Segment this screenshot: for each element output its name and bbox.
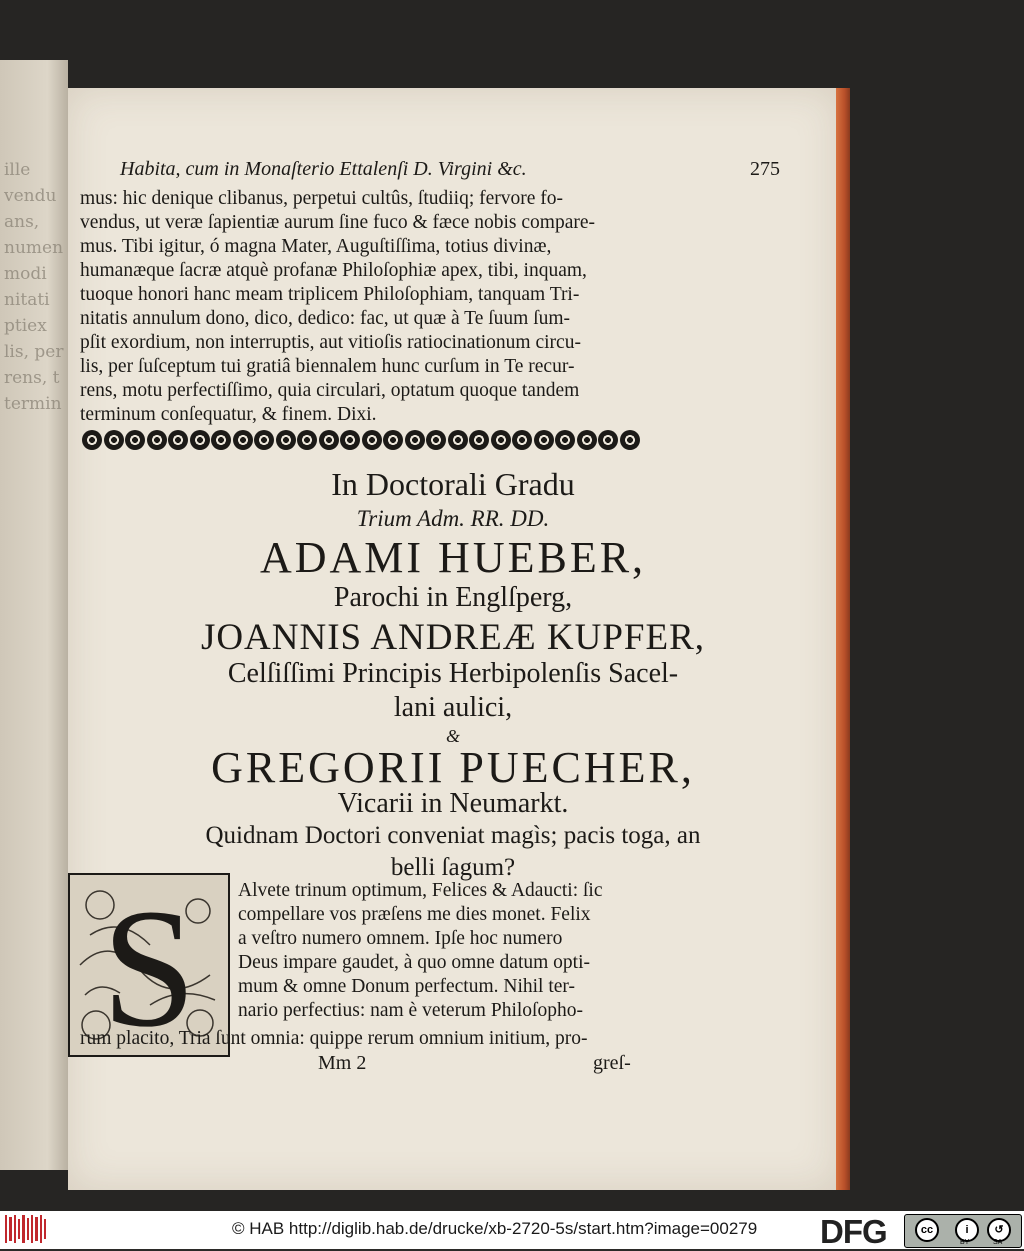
ampersand: & — [445, 726, 460, 746]
rosette-icon — [620, 430, 640, 450]
adjacent-page-edge — [0, 60, 68, 1170]
ghost-text: ans, — [4, 212, 40, 232]
question-line: Quidnam Doctori conveniat magìs; pacis toga, an — [205, 822, 701, 849]
name-adami-hueber: ADAMI HUEBER, — [259, 533, 647, 582]
ghost-text: ptiex — [4, 316, 47, 336]
running-head-title: Habita, cum in Monaſterio Ettalenſi D. Virgini &c. — [120, 158, 527, 180]
ghost-text: rens, t — [4, 368, 60, 388]
by-label: BY — [960, 1239, 970, 1246]
cc-icon: cc — [915, 1218, 939, 1242]
rosette-icon — [362, 430, 382, 450]
text-line: pſit exordium, non interruptis, aut vitioſis ratiocinationum circu- — [80, 332, 581, 353]
book-page — [68, 88, 838, 1190]
heading-subline: Trium Adm. RR. DD. — [356, 506, 550, 531]
rosette-icon — [383, 430, 403, 450]
ghost-text: modi — [4, 264, 47, 284]
text-line: rum placito, Tria ſunt omnia: quippe rerum omnium initium, pro- — [80, 1028, 588, 1049]
initial-letter: S — [101, 875, 197, 1055]
rosette-icon — [577, 430, 597, 450]
text-line: tuoque honori hanc meam triplicem Philoſophiam, tanquam Tri- — [80, 284, 580, 305]
sa-label: SA — [993, 1239, 1003, 1246]
rosette-icon — [211, 430, 231, 450]
rosette-icon — [405, 430, 425, 450]
name-joannis-kupfer: JOANNIS ANDREÆ KUPFER, — [200, 617, 706, 658]
page-edge — [836, 88, 850, 1190]
ghost-text: vendu — [4, 186, 57, 206]
rosette-icon — [491, 430, 511, 450]
rosette-icon — [276, 430, 296, 450]
text-line: rens, motu perfectiſſimo, quia circulari, optatum quoque tandem — [80, 380, 580, 401]
rosette-icon — [555, 430, 575, 450]
role-line: lani aulici, — [393, 692, 513, 723]
catchword: greſ- — [593, 1052, 631, 1074]
text-line: lis, per ſuſceptum tui gratiâ biennalem hunc curſum in Te recur- — [80, 356, 575, 377]
rosette-icon — [426, 430, 446, 450]
ghost-text: ille — [4, 160, 31, 180]
rosette-icon — [104, 430, 124, 450]
text-line: mus. Tibi igitur, ó magna Mater, Auguſtiſſima, totius divinæ, — [80, 236, 552, 257]
rosette-icon — [448, 430, 468, 450]
text-line: nitatis annulum dono, dico, dedico: fac, ut quæ à Te ſuum ſum- — [80, 308, 571, 329]
role-line: Parochi in Englſperg, — [333, 582, 573, 613]
rosette-icon — [125, 430, 145, 450]
rosette-icon — [534, 430, 554, 450]
ghost-text: nitati — [4, 290, 50, 310]
ghost-text: numen — [4, 238, 64, 258]
share-alike-icon: ↺ — [987, 1218, 1011, 1242]
text-line: terminum conſequatur, & finem. Dixi. — [80, 404, 377, 425]
role-line: Celſiſſimi Principis Herbipolenſis Sacel- — [227, 658, 679, 689]
heading-line: In Doctorali Gradu — [331, 466, 575, 502]
rosette-icon — [233, 430, 253, 450]
running-head — [120, 158, 820, 184]
question-line: belli ſagum? — [390, 854, 516, 881]
rosette-icon — [82, 430, 102, 450]
text-line: Alvete trinum optimum, Felices & Adaucti: ſic — [238, 880, 603, 901]
text-line: humanæque ſacræ atquè profanæ Philoſophiæ apex, tibi, inquam, — [80, 260, 587, 281]
text-line: a veſtro numero omnem. Ipſe hoc numero — [238, 928, 563, 949]
footer-bar — [0, 1211, 1024, 1249]
rosette-icon — [297, 430, 317, 450]
text-line: Deus impare gaudet, à quo omne datum opti- — [238, 952, 590, 973]
rosette-icon — [469, 430, 489, 450]
cc-license-badge[interactable] — [904, 1214, 1022, 1248]
rosette-icon — [512, 430, 532, 450]
ghost-text: termin — [4, 394, 62, 414]
text-line: mus: hic denique clibanus, perpetui cultûs, ſtudiiq; fervore fo- — [80, 188, 564, 209]
rosette-icon — [598, 430, 618, 450]
ghost-text: lis, per — [4, 342, 64, 362]
rosette-icon — [340, 430, 360, 450]
rosette-icon — [254, 430, 274, 450]
role-line: Vicarii in Neumarkt. — [337, 788, 569, 819]
name-gregorii-puecher: GREGORII PUECHER, — [211, 743, 695, 792]
text-line: nario perfectius: nam è veterum Philoſopho- — [238, 1000, 583, 1021]
rosette-icon — [147, 430, 167, 450]
rosette-icon — [168, 430, 188, 450]
text-line: vendus, ut veræ ſapientiæ aurum ſine fuco & fæce nobis compare- — [80, 212, 595, 233]
signature-mark: Mm 2 — [318, 1052, 367, 1074]
barcode-icon — [4, 1213, 48, 1245]
attribution-icon: i — [955, 1218, 979, 1242]
dfg-logo: DFG — [820, 1213, 887, 1250]
rosette-icon — [190, 430, 210, 450]
ornament-rule — [82, 428, 642, 454]
text-line: compellare vos præſens me dies monet. Felix — [238, 904, 591, 925]
text-line: mum & omne Donum perfectum. Nihil ter- — [238, 976, 575, 997]
page-number: 275 — [750, 158, 780, 180]
rosette-icon — [319, 430, 339, 450]
copyright-link[interactable]: © HAB http://diglib.hab.de/drucke/xb-2720-5s/start.htm?image=00279 — [232, 1219, 758, 1238]
